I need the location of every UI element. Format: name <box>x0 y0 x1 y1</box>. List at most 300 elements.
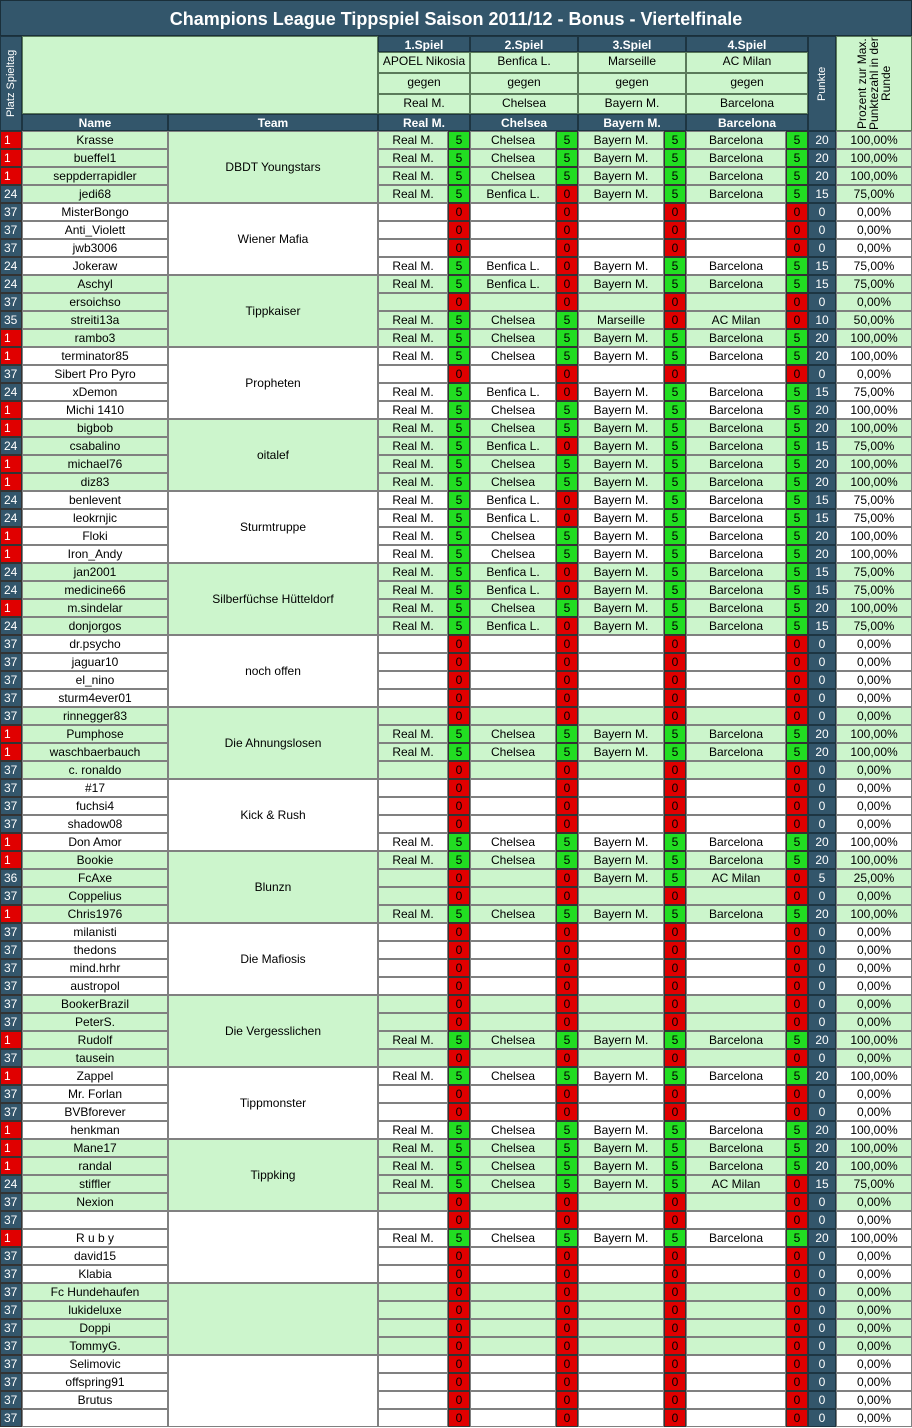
score-cell: 0 <box>786 815 808 833</box>
score-cell: 5 <box>448 311 470 329</box>
score-cell: 0 <box>786 221 808 239</box>
tip-cell: Barcelona <box>686 725 786 743</box>
score-cell: 0 <box>448 365 470 383</box>
tip-cell <box>686 203 786 221</box>
points-cell: 0 <box>808 1013 836 1031</box>
tip-cell: Bayern M. <box>578 869 664 887</box>
tip-cell <box>686 977 786 995</box>
game-vs: gegen <box>378 73 470 94</box>
team-cell <box>168 1355 378 1427</box>
percent-cell: 100,00% <box>836 1139 912 1157</box>
score-cell: 5 <box>664 1175 686 1193</box>
tip-cell <box>686 653 786 671</box>
score-cell: 5 <box>786 275 808 293</box>
score-cell: 5 <box>448 473 470 491</box>
percent-cell: 0,00% <box>836 1355 912 1373</box>
score-cell: 0 <box>664 1103 686 1121</box>
rank-cell: 24 <box>0 563 22 581</box>
score-cell: 5 <box>448 131 470 149</box>
rank-cell: 1 <box>0 1139 22 1157</box>
tip-cell: Chelsea <box>470 131 556 149</box>
player-name: BVBforever <box>22 1103 168 1121</box>
tip-cell <box>686 1193 786 1211</box>
tip-cell <box>686 1337 786 1355</box>
rank-cell: 1 <box>0 725 22 743</box>
tip-cell: Barcelona <box>686 473 786 491</box>
tip-cell <box>378 1049 448 1067</box>
score-cell: 5 <box>448 401 470 419</box>
rank-cell: 37 <box>0 1103 22 1121</box>
tip-cell <box>378 671 448 689</box>
tip-cell: Real M. <box>378 725 448 743</box>
rank-cell: 37 <box>0 761 22 779</box>
percent-cell: 100,00% <box>836 1067 912 1085</box>
score-cell: 0 <box>556 1391 578 1409</box>
rank-cell: 1 <box>0 455 22 473</box>
tip-cell <box>470 653 556 671</box>
score-cell: 0 <box>786 941 808 959</box>
score-cell: 0 <box>448 1301 470 1319</box>
points-cell: 0 <box>808 761 836 779</box>
score-cell: 5 <box>786 1229 808 1247</box>
score-cell: 5 <box>556 167 578 185</box>
score-cell: 0 <box>664 1193 686 1211</box>
score-cell: 0 <box>556 761 578 779</box>
points-cell: 20 <box>808 347 836 365</box>
percent-cell: 75,00% <box>836 185 912 203</box>
tip-cell: Chelsea <box>470 1157 556 1175</box>
score-cell: 0 <box>786 1193 808 1211</box>
score-cell: 5 <box>664 545 686 563</box>
points-cell: 20 <box>808 743 836 761</box>
player-name: randal <box>22 1157 168 1175</box>
tip-cell: Bayern M. <box>578 563 664 581</box>
score-cell: 5 <box>556 311 578 329</box>
score-cell: 0 <box>448 959 470 977</box>
tip-cell <box>470 221 556 239</box>
score-cell: 5 <box>664 869 686 887</box>
points-cell: 10 <box>808 311 836 329</box>
percent-cell: 100,00% <box>836 401 912 419</box>
percent-cell: 0,00% <box>836 1283 912 1301</box>
tip-cell <box>470 941 556 959</box>
tip-cell <box>470 761 556 779</box>
score-cell: 5 <box>664 599 686 617</box>
tip-cell <box>378 635 448 653</box>
tip-cell: Real M. <box>378 329 448 347</box>
score-cell: 5 <box>556 905 578 923</box>
score-cell: 0 <box>664 1265 686 1283</box>
header-blank <box>22 36 378 114</box>
score-cell: 5 <box>448 167 470 185</box>
points-cell: 20 <box>808 455 836 473</box>
tip-cell: Bayern M. <box>578 185 664 203</box>
score-cell: 0 <box>556 635 578 653</box>
score-cell: 0 <box>556 1355 578 1373</box>
tip-cell <box>578 1301 664 1319</box>
game-vs: gegen <box>578 73 686 94</box>
points-cell: 0 <box>808 1373 836 1391</box>
team-cell <box>168 1283 378 1355</box>
score-cell: 5 <box>786 1157 808 1175</box>
score-cell: 5 <box>786 1139 808 1157</box>
rank-cell: 37 <box>0 1373 22 1391</box>
score-cell: 0 <box>786 1049 808 1067</box>
tip-cell: Real M. <box>378 1175 448 1193</box>
score-cell: 0 <box>556 617 578 635</box>
rank-cell: 1 <box>0 419 22 437</box>
player-name: R u b y <box>22 1229 168 1247</box>
tip-cell <box>378 797 448 815</box>
tip-cell: Benfica L. <box>470 581 556 599</box>
points-cell: 20 <box>808 833 836 851</box>
score-cell: 5 <box>786 1031 808 1049</box>
rank-cell: 1 <box>0 1031 22 1049</box>
score-cell: 0 <box>448 761 470 779</box>
player-name: dr.psycho <box>22 635 168 653</box>
player-name: Don Amor <box>22 833 168 851</box>
player-name: thedons <box>22 941 168 959</box>
percent-cell: 100,00% <box>836 905 912 923</box>
tip-cell <box>686 1103 786 1121</box>
score-cell: 5 <box>664 851 686 869</box>
tip-cell <box>378 1013 448 1031</box>
team-cell: Tippkaiser <box>168 275 378 347</box>
score-cell: 0 <box>664 761 686 779</box>
rank-cell: 37 <box>0 887 22 905</box>
player-name: Fc Hundehaufen <box>22 1283 168 1301</box>
score-cell: 5 <box>448 347 470 365</box>
tip-cell: Real M. <box>378 581 448 599</box>
rank-cell: 37 <box>0 977 22 995</box>
score-cell: 5 <box>664 347 686 365</box>
percent-cell: 0,00% <box>836 1193 912 1211</box>
score-cell: 5 <box>448 905 470 923</box>
score-cell: 5 <box>664 1157 686 1175</box>
score-cell: 0 <box>556 797 578 815</box>
score-cell: 0 <box>556 1319 578 1337</box>
tip-cell <box>378 1211 448 1229</box>
points-cell: 20 <box>808 329 836 347</box>
player-name: Chris1976 <box>22 905 168 923</box>
tip-cell <box>378 1265 448 1283</box>
rank-cell: 37 <box>0 203 22 221</box>
score-cell: 5 <box>448 1067 470 1085</box>
rank-cell: 1 <box>0 527 22 545</box>
percent-cell: 100,00% <box>836 833 912 851</box>
tip-cell: Bayern M. <box>578 1229 664 1247</box>
points-cell: 0 <box>808 1211 836 1229</box>
tip-cell: Real M. <box>378 851 448 869</box>
score-cell: 5 <box>556 1229 578 1247</box>
score-cell: 5 <box>664 401 686 419</box>
tip-cell <box>470 1049 556 1067</box>
tip-cell: Real M. <box>378 383 448 401</box>
percent-cell: 0,00% <box>836 1391 912 1409</box>
score-cell: 5 <box>786 833 808 851</box>
points-cell: 0 <box>808 797 836 815</box>
percent-cell: 100,00% <box>836 1031 912 1049</box>
rank-cell: 1 <box>0 329 22 347</box>
score-cell: 5 <box>448 617 470 635</box>
score-cell: 0 <box>664 239 686 257</box>
tip-cell <box>578 293 664 311</box>
tip-cell: Bayern M. <box>578 509 664 527</box>
score-cell: 0 <box>556 365 578 383</box>
score-cell: 5 <box>448 545 470 563</box>
score-cell: 0 <box>786 797 808 815</box>
tip-cell: Barcelona <box>686 1157 786 1175</box>
player-name: sturm4ever01 <box>22 689 168 707</box>
tip-cell: Bayern M. <box>578 1139 664 1157</box>
tip-cell <box>470 869 556 887</box>
tip-cell: Real M. <box>378 545 448 563</box>
points-cell: 0 <box>808 1409 836 1427</box>
score-cell: 0 <box>556 203 578 221</box>
tip-cell <box>378 1409 448 1427</box>
score-cell: 5 <box>786 473 808 491</box>
rank-cell: 1 <box>0 851 22 869</box>
tip-cell: Bayern M. <box>578 131 664 149</box>
tip-cell <box>470 1247 556 1265</box>
sheet-title: Champions League Tippspiel Saison 2011/12 - Bonus - Viertelfinale <box>0 0 912 36</box>
percent-cell: 0,00% <box>836 365 912 383</box>
score-cell: 0 <box>556 1283 578 1301</box>
score-cell: 0 <box>664 365 686 383</box>
score-cell: 5 <box>664 527 686 545</box>
tip-cell <box>470 689 556 707</box>
score-cell: 0 <box>664 779 686 797</box>
game-away-team: Chelsea <box>470 94 578 114</box>
tip-cell: Chelsea <box>470 1067 556 1085</box>
tip-cell <box>578 977 664 995</box>
percent-cell: 0,00% <box>836 1265 912 1283</box>
game-winner: Real M. <box>378 114 470 131</box>
tip-cell: Bayern M. <box>578 437 664 455</box>
score-cell: 0 <box>448 653 470 671</box>
tip-cell <box>470 365 556 383</box>
score-cell: 0 <box>786 1319 808 1337</box>
rank-cell: 1 <box>0 131 22 149</box>
percent-cell: 0,00% <box>836 1319 912 1337</box>
prozent-header: Prozent zur Max. Punktezahl in der Runde <box>836 36 912 131</box>
tip-cell: Bayern M. <box>578 401 664 419</box>
tip-cell <box>470 887 556 905</box>
percent-cell: 0,00% <box>836 653 912 671</box>
score-cell: 5 <box>556 527 578 545</box>
points-cell: 0 <box>808 1085 836 1103</box>
score-cell: 0 <box>556 239 578 257</box>
player-name: Rudolf <box>22 1031 168 1049</box>
score-cell: 0 <box>786 653 808 671</box>
score-cell: 0 <box>786 689 808 707</box>
score-cell: 5 <box>664 833 686 851</box>
tip-cell <box>378 707 448 725</box>
player-name: c. ronaldo <box>22 761 168 779</box>
tip-cell: Barcelona <box>686 581 786 599</box>
percent-cell: 100,00% <box>836 1157 912 1175</box>
score-cell: 5 <box>786 401 808 419</box>
tip-cell <box>578 203 664 221</box>
tip-cell <box>686 671 786 689</box>
player-name: m.sindelar <box>22 599 168 617</box>
score-cell: 5 <box>786 149 808 167</box>
player-name: Aschyl <box>22 275 168 293</box>
team-cell: noch offen <box>168 635 378 707</box>
percent-cell: 0,00% <box>836 293 912 311</box>
team-cell: Wiener Mafia <box>168 203 378 275</box>
tip-cell: Benfica L. <box>470 257 556 275</box>
tip-cell <box>470 1337 556 1355</box>
tip-cell <box>578 653 664 671</box>
game-label: 2.Spiel <box>470 36 578 52</box>
player-name: FcAxe <box>22 869 168 887</box>
tip-cell <box>686 923 786 941</box>
percent-cell: 75,00% <box>836 617 912 635</box>
points-cell: 0 <box>808 1247 836 1265</box>
rank-cell: 1 <box>0 473 22 491</box>
tip-cell <box>578 797 664 815</box>
rank-cell: 1 <box>0 905 22 923</box>
percent-cell: 0,00% <box>836 941 912 959</box>
score-cell: 5 <box>556 131 578 149</box>
score-cell: 0 <box>448 221 470 239</box>
tip-cell <box>470 1013 556 1031</box>
score-cell: 5 <box>786 905 808 923</box>
score-cell: 5 <box>664 149 686 167</box>
game-winner: Chelsea <box>470 114 578 131</box>
game-away-team: Bayern M. <box>578 94 686 114</box>
tip-cell <box>470 1265 556 1283</box>
score-cell: 0 <box>448 1283 470 1301</box>
score-cell: 0 <box>556 1049 578 1067</box>
tip-cell: Bayern M. <box>578 725 664 743</box>
tip-cell <box>378 977 448 995</box>
tip-cell: Barcelona <box>686 833 786 851</box>
points-cell: 0 <box>808 923 836 941</box>
player-name: Floki <box>22 527 168 545</box>
player-name: TommyG. <box>22 1337 168 1355</box>
player-name: Klabia <box>22 1265 168 1283</box>
tip-cell <box>578 941 664 959</box>
score-cell: 0 <box>786 1391 808 1409</box>
points-cell: 0 <box>808 365 836 383</box>
tip-cell: AC Milan <box>686 311 786 329</box>
score-cell: 5 <box>448 185 470 203</box>
tip-cell <box>378 1085 448 1103</box>
player-name: jedi68 <box>22 185 168 203</box>
tip-cell: Bayern M. <box>578 833 664 851</box>
team-cell: DBDT Youngstars <box>168 131 378 203</box>
team-cell: Tippking <box>168 1139 378 1211</box>
percent-cell: 75,00% <box>836 509 912 527</box>
player-name: el_nino <box>22 671 168 689</box>
score-cell: 5 <box>556 833 578 851</box>
score-cell: 0 <box>448 707 470 725</box>
score-cell: 0 <box>556 779 578 797</box>
player-name: tausein <box>22 1049 168 1067</box>
game-winner: Barcelona <box>686 114 808 131</box>
tip-cell: Barcelona <box>686 329 786 347</box>
points-cell: 20 <box>808 905 836 923</box>
points-cell: 20 <box>808 419 836 437</box>
score-cell: 5 <box>786 455 808 473</box>
tip-cell <box>686 293 786 311</box>
percent-cell: 0,00% <box>836 923 912 941</box>
platz-header: Platz Spieltag <box>0 36 22 131</box>
tip-cell: Bayern M. <box>578 149 664 167</box>
score-cell: 5 <box>664 743 686 761</box>
score-cell: 0 <box>448 1049 470 1067</box>
player-name: stiffler <box>22 1175 168 1193</box>
score-cell: 0 <box>556 383 578 401</box>
tip-cell: Chelsea <box>470 905 556 923</box>
tip-cell: Chelsea <box>470 1175 556 1193</box>
player-name: milanisti <box>22 923 168 941</box>
score-cell: 0 <box>786 959 808 977</box>
tip-cell <box>578 959 664 977</box>
score-cell: 0 <box>448 1193 470 1211</box>
rank-cell: 1 <box>0 833 22 851</box>
score-cell: 5 <box>448 149 470 167</box>
score-cell: 5 <box>786 725 808 743</box>
score-cell: 0 <box>786 995 808 1013</box>
points-cell: 15 <box>808 581 836 599</box>
score-cell: 0 <box>556 437 578 455</box>
score-cell: 0 <box>786 1085 808 1103</box>
score-cell: 5 <box>448 509 470 527</box>
percent-cell: 0,00% <box>836 635 912 653</box>
tip-cell: Bayern M. <box>578 383 664 401</box>
score-cell: 0 <box>664 221 686 239</box>
score-cell: 5 <box>664 1229 686 1247</box>
score-cell: 0 <box>448 995 470 1013</box>
score-cell: 0 <box>556 293 578 311</box>
rank-cell: 24 <box>0 1175 22 1193</box>
percent-cell: 100,00% <box>836 527 912 545</box>
score-cell: 0 <box>556 941 578 959</box>
score-cell: 0 <box>556 869 578 887</box>
tip-cell <box>378 815 448 833</box>
tip-cell: Chelsea <box>470 527 556 545</box>
team-cell: oitalef <box>168 419 378 491</box>
tip-cell <box>470 1211 556 1229</box>
score-cell: 5 <box>786 437 808 455</box>
rank-cell: 36 <box>0 869 22 887</box>
player-name: terminator85 <box>22 347 168 365</box>
tip-cell <box>686 239 786 257</box>
rank-cell: 35 <box>0 311 22 329</box>
points-cell: 20 <box>808 851 836 869</box>
score-cell: 5 <box>664 167 686 185</box>
percent-cell: 0,00% <box>836 815 912 833</box>
tip-cell: Real M. <box>378 1139 448 1157</box>
player-name: bigbob <box>22 419 168 437</box>
tip-cell: Barcelona <box>686 509 786 527</box>
score-cell: 5 <box>786 509 808 527</box>
points-cell: 0 <box>808 815 836 833</box>
tip-cell: Real M. <box>378 599 448 617</box>
tip-cell <box>378 1391 448 1409</box>
score-cell: 0 <box>664 635 686 653</box>
tip-cell: Bayern M. <box>578 599 664 617</box>
points-cell: 0 <box>808 1355 836 1373</box>
percent-cell: 0,00% <box>836 1373 912 1391</box>
percent-cell: 75,00% <box>836 1175 912 1193</box>
score-cell: 5 <box>664 563 686 581</box>
player-name: austropol <box>22 977 168 995</box>
tip-cell <box>686 815 786 833</box>
